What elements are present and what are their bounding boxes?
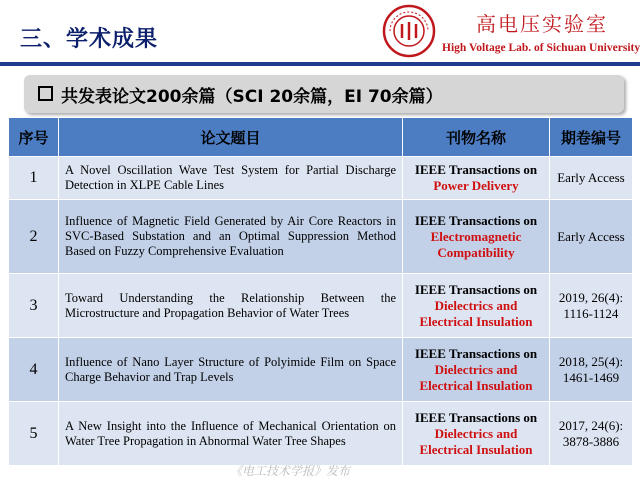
- slide-header: [0, 0, 640, 62]
- watermark-footer: 《电工技术学报》发布: [230, 464, 351, 478]
- slide-title: 三、学术成果: [20, 27, 159, 52]
- journal-name: [403, 157, 550, 200]
- journal-prefix: IEEE Transactions on: [414, 162, 538, 177]
- journal-name: [403, 274, 550, 338]
- table-row: [9, 274, 633, 338]
- journal-highlight: Electromagnetic Compatibility: [430, 228, 522, 260]
- row-number: 1: [9, 157, 59, 200]
- paper-title: Toward Understanding the Relationship Between the Microstructure and Propagation Behavior of Water Trees: [59, 274, 403, 338]
- journal-name: [403, 200, 550, 274]
- lab-name-english: High Voltage Lab. of Sichuan University: [442, 42, 640, 54]
- summary-label: 共发表论文200余篇（SCI 20余篇，EI 70余篇）: [61, 87, 443, 107]
- publications-table: [8, 117, 633, 466]
- column-header-journal: 刊物名称: [403, 118, 550, 157]
- column-header-no: 序号: [9, 118, 59, 157]
- journal-highlight: Power Delivery: [433, 178, 519, 193]
- row-number: 5: [9, 402, 59, 466]
- column-header-volume: 期卷编号: [550, 118, 633, 157]
- volume-info: 2018, 25(4): 1461-1469: [550, 338, 633, 402]
- table-row: [9, 402, 633, 466]
- journal-prefix: IEEE Transactions on: [414, 281, 538, 297]
- paper-title: Influence of Nano Layer Structure of Polyimide Film on Space Charge Behavior and Trap Levels: [59, 338, 403, 402]
- square-bullet-icon: [38, 86, 53, 101]
- row-number: 2: [9, 200, 59, 274]
- column-header-title: 论文题目: [59, 118, 403, 157]
- journal-prefix: IEEE Transactions on: [414, 212, 538, 228]
- volume-info: Early Access: [550, 200, 633, 274]
- journal-highlight: Dielectrics and Electrical Insulation: [419, 361, 533, 393]
- table-row: [9, 200, 633, 274]
- volume-info: Early Access: [550, 157, 633, 200]
- paper-title: A New Insight into the Influence of Mechanical Orientation on Water Tree Propagation in Abnormal Water Tree Shapes: [59, 402, 403, 466]
- summary-banner: [24, 75, 624, 113]
- paper-title: A Novel Oscillation Wave Test System for Partial Discharge Detection in XLPE Cable Lines: [59, 157, 403, 200]
- volume-info: 2019, 26(4): 1116-1124: [550, 274, 633, 338]
- journal-name: [403, 402, 550, 466]
- journal-highlight: Dielectrics and Electrical Insulation: [419, 425, 533, 457]
- lab-name-chinese: 高电压实验室: [476, 12, 608, 36]
- volume-info: 2017, 24(6): 3878-3886: [550, 402, 633, 466]
- table-header-row: [9, 118, 633, 157]
- journal-prefix: IEEE Transactions on: [414, 345, 538, 361]
- journal-prefix: IEEE Transactions on: [414, 409, 538, 425]
- header-divider: [0, 62, 640, 66]
- table-row: [9, 157, 633, 200]
- sichuan-university-seal-icon: [382, 4, 436, 58]
- journal-highlight: Dielectrics and Electrical Insulation: [419, 297, 533, 329]
- paper-title: Influence of Magnetic Field Generated by Air Core Reactors in SVC-Based Substation and an Optimal Suppression Method Based on Fuzzy Comprehensive Evaluation: [59, 200, 403, 274]
- summary-text: [38, 82, 443, 107]
- table-row: [9, 338, 633, 402]
- row-number: 3: [9, 274, 59, 338]
- row-number: 4: [9, 338, 59, 402]
- journal-name: [403, 338, 550, 402]
